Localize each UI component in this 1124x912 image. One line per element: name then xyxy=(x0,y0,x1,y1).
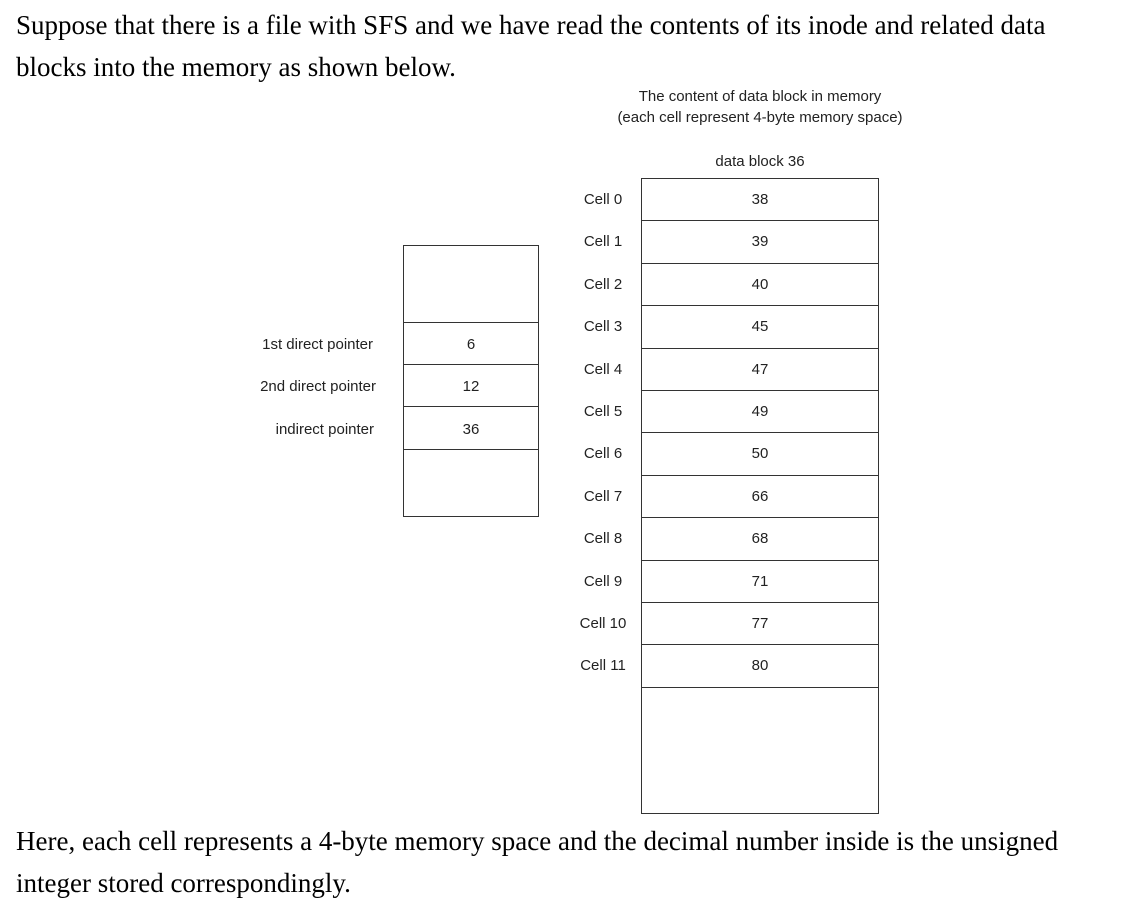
cell-divider xyxy=(641,263,879,264)
outro-paragraph: Here, each cell represents a 4-byte memory space and the decimal number inside is the unsigned integer stored correspondingly. xyxy=(16,826,1059,898)
inode-divider xyxy=(403,364,539,365)
inode-divider xyxy=(403,406,539,407)
inode-label-indirect: indirect pointer xyxy=(275,421,374,438)
cell-value: 77 xyxy=(751,615,769,632)
cell-label: Cell 8 xyxy=(583,530,623,547)
inode-label-direct-1: 1st direct pointer xyxy=(262,336,373,353)
cell-label: Cell 11 xyxy=(580,657,626,674)
cell-divider xyxy=(641,390,879,391)
cell-label: Cell 9 xyxy=(583,573,623,590)
cell-divider xyxy=(641,602,879,603)
cell-divider xyxy=(641,348,879,349)
cell-value: 38 xyxy=(751,191,769,208)
cell-label: Cell 1 xyxy=(583,233,623,250)
cell-label: Cell 6 xyxy=(583,445,623,462)
cell-value: 47 xyxy=(751,361,769,378)
cell-label: Cell 3 xyxy=(583,318,623,335)
cell-value: 49 xyxy=(751,403,769,420)
cell-divider xyxy=(641,644,879,645)
diagram-caption-line2: (each cell represent 4-byte memory space) xyxy=(617,109,903,126)
inode-value-direct-1: 6 xyxy=(466,336,476,353)
cell-divider xyxy=(641,517,879,518)
cell-value: 71 xyxy=(751,573,769,590)
cell-value: 40 xyxy=(751,276,769,293)
cell-divider xyxy=(641,305,879,306)
cell-divider xyxy=(641,560,879,561)
inode-value-indirect: 36 xyxy=(462,421,480,438)
inode-value-direct-2: 12 xyxy=(462,378,480,395)
cell-label: Cell 7 xyxy=(583,488,623,505)
cell-divider xyxy=(641,432,879,433)
cell-value: 50 xyxy=(751,445,769,462)
cell-value: 45 xyxy=(751,318,769,335)
cell-value: 80 xyxy=(751,657,769,674)
cell-label: Cell 0 xyxy=(583,191,623,208)
cell-divider xyxy=(641,475,879,476)
inode-label-direct-2: 2nd direct pointer xyxy=(260,378,376,395)
cell-value: 68 xyxy=(751,530,769,547)
inode-divider xyxy=(403,449,539,450)
cell-label: Cell 2 xyxy=(583,276,623,293)
cell-label: Cell 4 xyxy=(583,361,623,378)
cell-divider xyxy=(641,687,879,688)
cell-label: Cell 5 xyxy=(583,403,623,420)
data-block-title: data block 36 xyxy=(715,153,805,170)
diagram-caption-line1: The content of data block in memory xyxy=(638,88,882,105)
inode-divider xyxy=(403,322,539,323)
cell-value: 66 xyxy=(751,488,769,505)
cell-value: 39 xyxy=(751,233,769,250)
intro-paragraph: Suppose that there is a file with SFS and we have read the contents of its inode and related data blocks into the memory as shown below. xyxy=(16,10,1046,82)
cell-label: Cell 10 xyxy=(579,615,627,632)
cell-divider xyxy=(641,220,879,221)
